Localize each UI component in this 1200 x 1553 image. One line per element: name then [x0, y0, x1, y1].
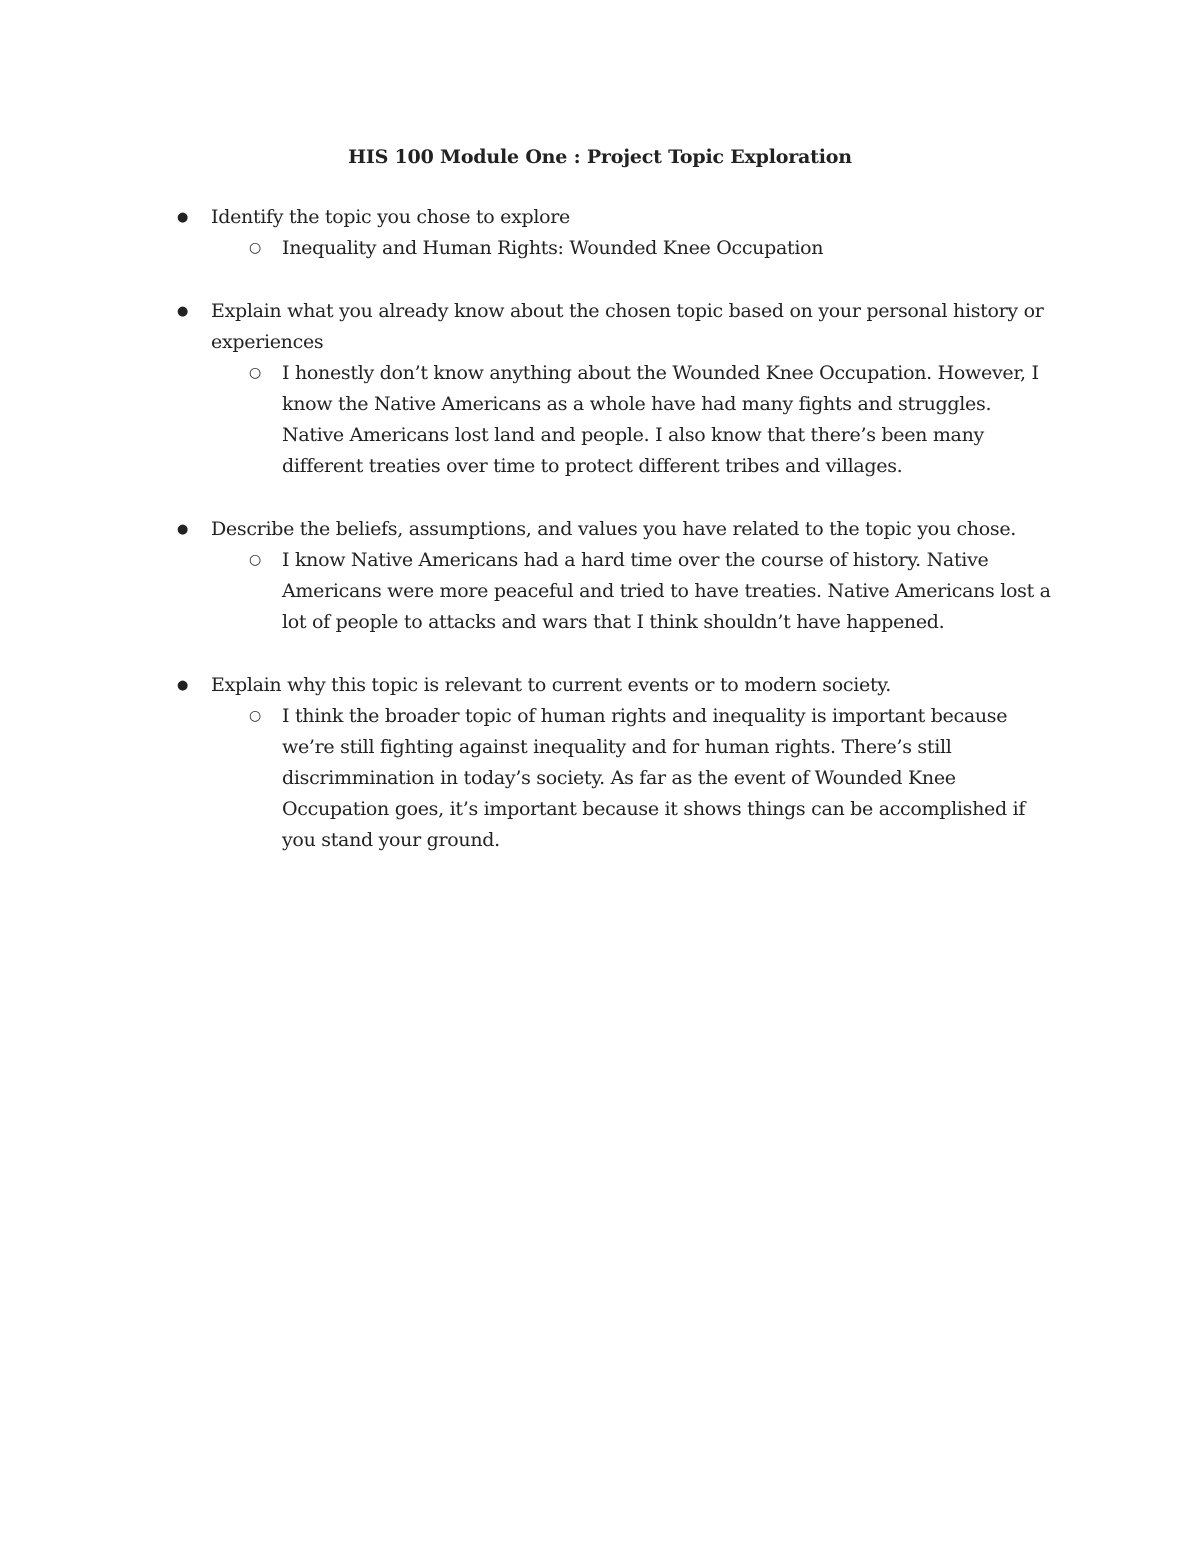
answer-text: I know Native Americans had a hard time over the course of history. Native Americans were more peaceful and tried to have treaties. Native Americans lost a lot of people to attacks and wars that I think shouldn’t have happened. [282, 549, 1051, 633]
question-text: Explain why this topic is relevant to current events or to modern society. [211, 674, 891, 696]
filled-bullet-icon: ● [177, 522, 189, 537]
question-text: Explain what you already know about the chosen topic based on your personal history or experiences [211, 300, 1044, 353]
question-text: Describe the beliefs, assumptions, and values you have related to the topic you chose. [211, 518, 1017, 540]
answer-text: I think the broader topic of human rights and inequality is important because we’re still fighting against inequality and for human rights. There’s still discrimmination in today’s society. As far as the event of Wounded Knee Occupation goes, it’s important because it shows things can be accomplished if you stand your ground. [282, 705, 1026, 851]
answer-text: Inequality and Human Rights: Wounded Knee Occupation [282, 237, 824, 259]
filled-bullet-icon: ● [177, 304, 189, 319]
question-item-3 [0, 514, 1200, 638]
hollow-bullet-icon: ○ [249, 365, 261, 381]
question-list [0, 202, 1200, 888]
hollow-bullet-icon: ○ [249, 240, 261, 256]
answer-text: I honestly don’t know anything about the Wounded Knee Occupation. However, I know the Native Americans as a whole have had many fights and struggles. Native Americans lost land and people. I also know that there’s been many different treaties over time to protect different tribes and villages. [282, 362, 1039, 477]
question-text: Identify the topic you chose to explore [211, 206, 570, 228]
document-title: HIS 100 Module One : Project Topic Exploration [348, 146, 852, 168]
question-item-2 [0, 296, 1200, 482]
hollow-bullet-icon: ○ [249, 708, 261, 724]
filled-bullet-icon: ● [177, 678, 189, 693]
hollow-bullet-icon: ○ [249, 552, 261, 568]
question-item-1 [0, 202, 1200, 264]
filled-bullet-icon: ● [177, 210, 189, 225]
question-item-4 [0, 670, 1200, 856]
